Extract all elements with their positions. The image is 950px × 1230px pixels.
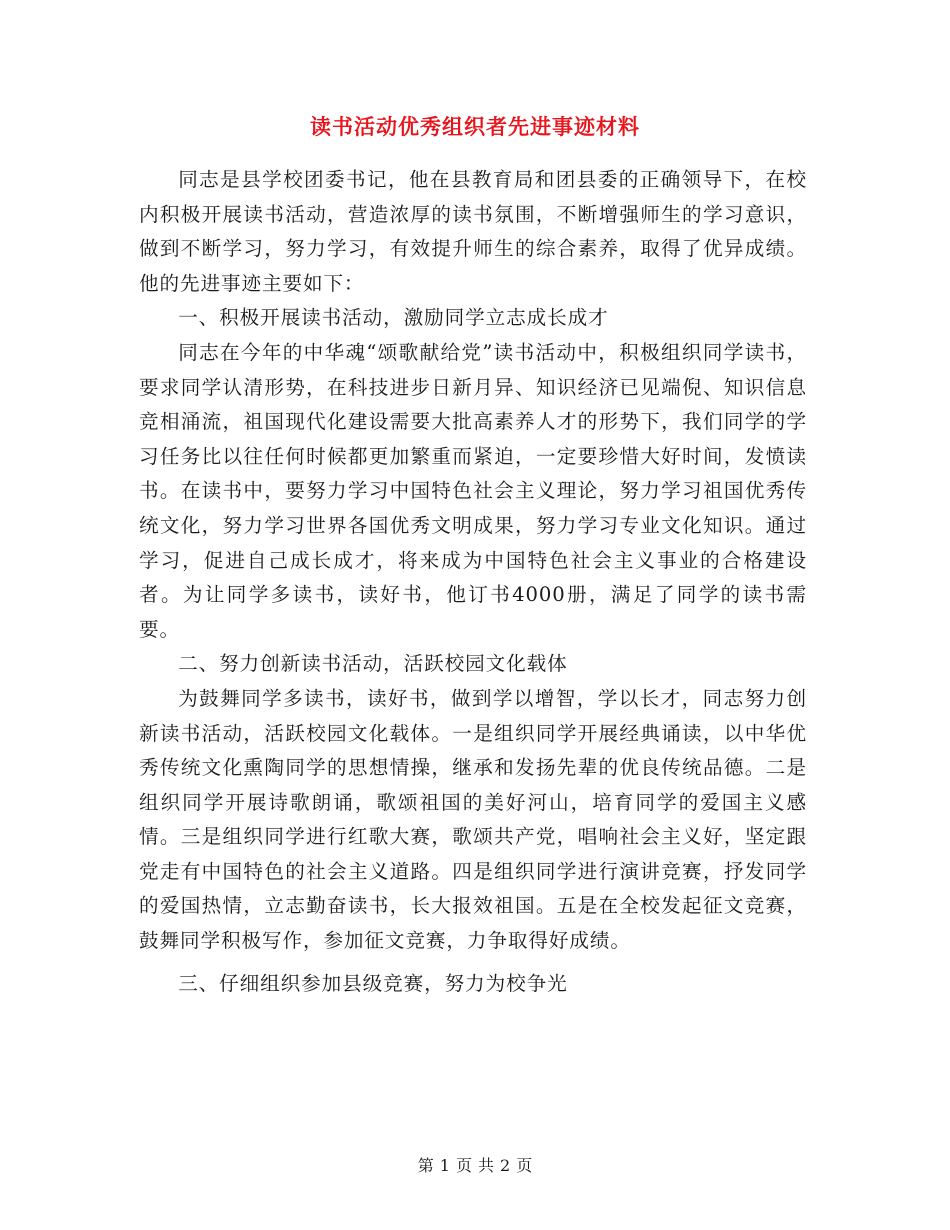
section-heading-3: 三、仔细组织参加县级竞赛，努力为校争光: [178, 971, 568, 995]
footer-current-page: 1: [439, 1156, 450, 1175]
intro-paragraph: 同志是县学校团委书记，他在县教育局和团县委的正确领导下，在校内积极开展读书活动，营造浓厚的读书氛围，不断增强师生的学习意识，做到不断学习，努力学习，有效提升师生的综合素养，取得了优异成绩。他的先进事迹主要如下：: [139, 168, 807, 295]
section-2-paragraph: 为鼓舞同学多读书，读好书，做到学以增智，学以长才，同志努力创新读书活动，活跃校园文化载体。一是组织同学开展经典诵读，以中华优秀传统文化熏陶同学的思想情操，继承和发扬先辈的优良传统品德。二是组织同学开展诗歌朗诵，歌颂祖国的美好河山，培育同学的爱国主义感情。三是组织同学进行红歌大赛，歌颂共产党，唱响社会主义好，坚定跟党走有中国特色的社会主义道路。四是组织同学进行演讲竞赛，抒发同学的爱国热情，立志勤奋读书，长大报效祖国。五是在全校发起征文竞赛，鼓舞同学积极写作，参加征文竞赛，力争取得好成绩。: [139, 686, 807, 953]
footer-total-pages: 2: [500, 1156, 511, 1175]
footer-label-di: 第: [417, 1156, 434, 1175]
section-heading-2: 二、努力创新读书活动，活跃校园文化载体: [178, 652, 568, 676]
document-title: 读书活动优秀组织者先进事迹材料: [310, 114, 640, 139]
footer-label-ye2: 页: [516, 1156, 533, 1175]
section-1-paragraph: 同志在今年的中华魂“颂歌献给党”读书活动中，积极组织同学读书，要求同学认清形势，在科技进步日新月异、知识经济已见端倪、知识信息竞相涌流，祖国现代化建设需要大批高素养人才的形势下，我们同学的学习任务比以往任何时候都更加繁重而紧迫，一定要珍惜大好时间，发愤读书。在读书中，要努力学习中国特色社会主义理论，努力学习祖国优秀传统文化，努力学习世界各国优秀文明成果，努力学习专业文化知识。通过学习，促进自己成长成才，将来成为中国特色社会主义事业的合格建设者。为让同学多读书，读好书，他订书4000册，满足了同学的读书需要。: [139, 340, 807, 641]
footer-label-ye: 页: [455, 1156, 472, 1175]
page-footer: [0, 1155, 950, 1177]
section-heading-1: 一、积极开展读书活动，激励同学立志成长成才: [178, 306, 609, 330]
footer-label-gong: 共: [478, 1156, 495, 1175]
document-body: [139, 163, 807, 1001]
